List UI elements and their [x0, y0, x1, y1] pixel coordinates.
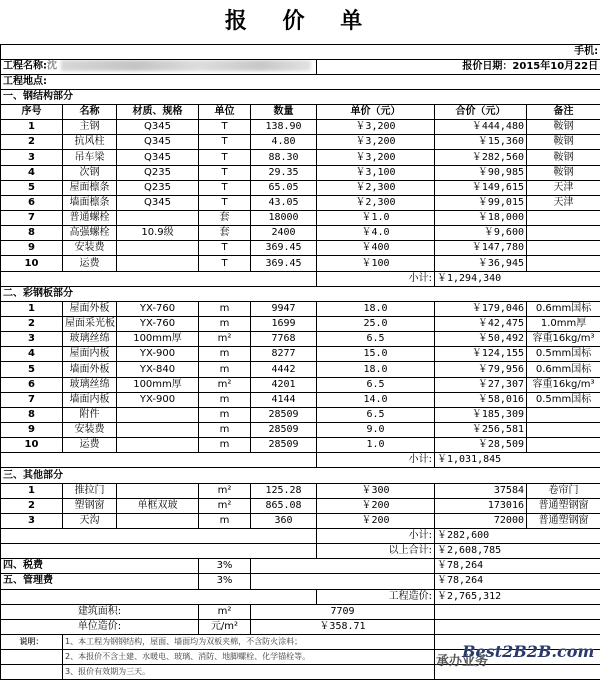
- table-cell: ￥42,475: [435, 317, 527, 332]
- table-cell: 容重16kg/m³: [527, 332, 600, 347]
- table-row: [1, 377, 600, 392]
- note-line: 3、报价有效期为三天。: [63, 665, 435, 680]
- table-cell: 28509: [251, 407, 317, 422]
- table-cell: 墙面内板: [63, 392, 117, 407]
- table-cell: ￥99,015: [435, 195, 527, 210]
- table-cell: 墙面檩条: [63, 195, 117, 210]
- column-header: 单位: [199, 105, 251, 120]
- table-cell: m: [199, 392, 251, 407]
- table-cell: ￥185,309: [435, 407, 527, 422]
- table-row: [1, 120, 600, 135]
- table-cell: 3: [1, 332, 63, 347]
- project-cost-label: 工程造价:: [317, 589, 435, 604]
- table-row: [1, 180, 600, 195]
- table-cell: ￥9,600: [435, 226, 527, 241]
- table-cell: ￥100: [317, 256, 435, 271]
- table-cell: 138.90: [251, 120, 317, 135]
- project-location-label: 工程地点:: [1, 74, 600, 89]
- table-cell: 天津: [527, 195, 600, 210]
- column-header: 数量: [251, 105, 317, 120]
- spacer: [1, 453, 317, 468]
- table-cell: [117, 423, 199, 438]
- table-cell: ￥4.0: [317, 226, 435, 241]
- table-cell: 173016: [435, 498, 527, 513]
- column-header: 合价（元）: [435, 105, 527, 120]
- page-title: 报 价 单: [1, 0, 600, 44]
- table-cell: [527, 256, 600, 271]
- table-cell: 屋面内板: [63, 347, 117, 362]
- spacer: [1, 589, 317, 604]
- fee-rate: 3%: [199, 559, 251, 574]
- table-cell: 7: [1, 211, 63, 226]
- table-cell: 9947: [251, 301, 317, 316]
- table-row: [1, 347, 600, 362]
- table-cell: ￥149,615: [435, 180, 527, 195]
- subtotal-label: 小计:: [317, 529, 435, 544]
- table-cell: 6: [1, 195, 63, 210]
- building-area-unit: m²: [199, 604, 251, 619]
- table-cell: 屋面檩条: [63, 180, 117, 195]
- table-cell: 1: [1, 120, 63, 135]
- section-title: 二、彩钢板部分: [1, 286, 600, 301]
- table-cell: YX-900: [117, 347, 199, 362]
- table-cell: 4201: [251, 377, 317, 392]
- note-line: 2、本报价不含土建、水暖电、玻璃、消防、地脚螺栓、化学锚栓等。: [63, 650, 435, 665]
- table-cell: 43.05: [251, 195, 317, 210]
- project-name-visible: 沈: [47, 61, 57, 72]
- table-cell: 360: [251, 513, 317, 528]
- spacer: [435, 604, 600, 619]
- subtotal-row: [1, 271, 600, 286]
- table-cell: [117, 241, 199, 256]
- table-cell: 2: [1, 498, 63, 513]
- table-cell: 鞍钢: [527, 120, 600, 135]
- spacer: [251, 559, 435, 574]
- redacted-project-name: [61, 60, 311, 71]
- project-name-label: 工程名称:: [3, 61, 47, 72]
- table-cell: 4: [1, 165, 63, 180]
- total-above-label: 以上合计:: [317, 544, 435, 559]
- subtotal-value: ￥1,031,845: [435, 453, 600, 468]
- table-cell: 卷帘门: [527, 483, 600, 498]
- note-line: 1、本工程为钢钢结构，屋面、墙面均为双板夹棉，不含防火涂料；: [63, 634, 435, 649]
- table-cell: 8: [1, 226, 63, 241]
- table-cell: T: [199, 195, 251, 210]
- table-cell: 套: [199, 226, 251, 241]
- table-cell: 4144: [251, 392, 317, 407]
- table-cell: 28509: [251, 423, 317, 438]
- table-cell: 100mm厚: [117, 377, 199, 392]
- table-row: [1, 423, 600, 438]
- table-cell: 塑钢窗: [63, 498, 117, 513]
- table-cell: Q345: [117, 135, 199, 150]
- table-cell: ￥3,200: [317, 150, 435, 165]
- table-cell: 369.45: [251, 256, 317, 271]
- color-steel-section-title-row: [1, 286, 600, 301]
- table-cell: ￥444,480: [435, 120, 527, 135]
- total-above-row: [1, 544, 600, 559]
- spacer: [435, 619, 600, 634]
- project-cost-value: ￥2,765,312: [435, 589, 600, 604]
- building-area-row: [1, 604, 600, 619]
- table-cell: 2: [1, 135, 63, 150]
- table-cell: 88.30: [251, 150, 317, 165]
- total-above-value: ￥2,608,785: [435, 544, 600, 559]
- table-cell: [527, 211, 600, 226]
- table-cell: 抗风柱: [63, 135, 117, 150]
- table-cell: 28509: [251, 438, 317, 453]
- table-cell: 10: [1, 438, 63, 453]
- table-cell: ￥256,581: [435, 423, 527, 438]
- table-cell: 9: [1, 423, 63, 438]
- table-cell: 7: [1, 392, 63, 407]
- phone-label: 手机:: [1, 44, 600, 59]
- table-cell: YX-760: [117, 301, 199, 316]
- table-cell: 容重16kg/m³: [527, 377, 600, 392]
- table-cell: 玻璃丝绵: [63, 332, 117, 347]
- table-cell: ￥2,300: [317, 195, 435, 210]
- table-cell: 鞍钢: [527, 150, 600, 165]
- subtotal-value: ￥1,294,340: [435, 271, 600, 286]
- column-header: 单价（元）: [317, 105, 435, 120]
- spacer: [251, 574, 435, 589]
- table-cell: m: [199, 407, 251, 422]
- steel-section-title-row: [1, 89, 600, 104]
- table-cell: 6: [1, 377, 63, 392]
- project-name-row: [1, 59, 600, 74]
- table-cell: [527, 407, 600, 422]
- table-cell: 65.05: [251, 180, 317, 195]
- table-cell: 1: [1, 483, 63, 498]
- table-cell: [527, 226, 600, 241]
- table-cell: 附件: [63, 407, 117, 422]
- unit-cost-row: [1, 619, 600, 634]
- table-cell: 安装费: [63, 423, 117, 438]
- fee-title: 四、税费: [1, 559, 199, 574]
- table-cell: ￥147,780: [435, 241, 527, 256]
- table-cell: 天津: [527, 180, 600, 195]
- unit-cost-value: ￥358.71: [251, 619, 435, 634]
- title-row: [1, 0, 600, 44]
- table-row: [1, 301, 600, 316]
- table-cell: 0.6mm国标: [527, 301, 600, 316]
- table-cell: T: [199, 180, 251, 195]
- table-cell: ￥50,492: [435, 332, 527, 347]
- table-cell: [117, 256, 199, 271]
- table-cell: ￥58,016: [435, 392, 527, 407]
- spacer: [1, 650, 63, 665]
- table-cell: ￥400: [317, 241, 435, 256]
- fee-amount: ￥78,264: [435, 574, 600, 589]
- table-cell: [117, 438, 199, 453]
- table-cell: ￥3,200: [317, 135, 435, 150]
- column-header: 名称: [63, 105, 117, 120]
- section-title: 三、其他部分: [1, 468, 600, 483]
- column-header: 序号: [1, 105, 63, 120]
- table-cell: ￥3,100: [317, 165, 435, 180]
- table-cell: 安装费: [63, 241, 117, 256]
- table-cell: 1.0mm厚: [527, 317, 600, 332]
- watermark-left: 承办业务: [436, 650, 488, 669]
- table-row: [1, 150, 600, 165]
- table-cell: 屋面外板: [63, 301, 117, 316]
- project-cost-row: [1, 589, 600, 604]
- table-cell: 推拉门: [63, 483, 117, 498]
- table-cell: 37584: [435, 483, 527, 498]
- table-cell: m: [199, 362, 251, 377]
- table-cell: 10.9级: [117, 226, 199, 241]
- unit-cost-label: 单位造价:: [1, 619, 199, 634]
- table-cell: 普通螺栓: [63, 211, 117, 226]
- table-cell: YX-900: [117, 392, 199, 407]
- table-cell: 10: [1, 256, 63, 271]
- table-cell: ￥28,509: [435, 438, 527, 453]
- fee-rate: 3%: [199, 574, 251, 589]
- table-cell: 6.5: [317, 332, 435, 347]
- table-cell: 单框双玻: [117, 498, 199, 513]
- table-cell: 18.0: [317, 301, 435, 316]
- table-cell: 4: [1, 347, 63, 362]
- table-cell: [527, 438, 600, 453]
- table-row: [1, 135, 600, 150]
- table-row: [1, 241, 600, 256]
- table-row: [1, 392, 600, 407]
- column-header-row: [1, 105, 600, 120]
- table-cell: 普通塑钢窗: [527, 513, 600, 528]
- table-cell: 3: [1, 150, 63, 165]
- table-cell: ￥90,985: [435, 165, 527, 180]
- table-cell: 0.6mm国标: [527, 362, 600, 377]
- quote-date: 报价日期：2015年10月22日: [317, 59, 600, 74]
- table-cell: YX-760: [117, 317, 199, 332]
- table-cell: m²: [199, 332, 251, 347]
- table-cell: 18.0: [317, 362, 435, 377]
- table-cell: ￥179,046: [435, 301, 527, 316]
- table-cell: 1699: [251, 317, 317, 332]
- table-row: [1, 483, 600, 498]
- table-cell: 鞍钢: [527, 135, 600, 150]
- table-cell: 14.0: [317, 392, 435, 407]
- table-cell: T: [199, 150, 251, 165]
- table-cell: YX-840: [117, 362, 199, 377]
- table-cell: 0.5mm国标: [527, 347, 600, 362]
- table-cell: m: [199, 423, 251, 438]
- table-cell: m: [199, 513, 251, 528]
- table-cell: 高强螺栓: [63, 226, 117, 241]
- table-cell: 18000: [251, 211, 317, 226]
- column-header: 材质、规格: [117, 105, 199, 120]
- table-cell: ￥300: [317, 483, 435, 498]
- table-cell: Q345: [117, 195, 199, 210]
- table-cell: ￥1.0: [317, 211, 435, 226]
- table-cell: Q345: [117, 120, 199, 135]
- table-cell: 1.0: [317, 438, 435, 453]
- project-location-row: [1, 74, 600, 89]
- table-cell: 8: [1, 407, 63, 422]
- management-row: [1, 574, 600, 589]
- table-cell: 100mm厚: [117, 332, 199, 347]
- table-cell: 次钢: [63, 165, 117, 180]
- table-cell: 运费: [63, 256, 117, 271]
- table-cell: 玻璃丝绵: [63, 377, 117, 392]
- table-cell: Q235: [117, 165, 199, 180]
- table-cell: 6.5: [317, 377, 435, 392]
- subtotal-value: ￥282,600: [435, 529, 600, 544]
- table-cell: 运费: [63, 438, 117, 453]
- table-cell: 0.5mm国标: [527, 392, 600, 407]
- table-cell: 普通塑钢窗: [527, 498, 600, 513]
- subtotal-label: 小计:: [317, 453, 435, 468]
- table-cell: ￥282,560: [435, 150, 527, 165]
- tax-row: [1, 559, 600, 574]
- subtotal-row: [1, 529, 600, 544]
- table-cell: [117, 483, 199, 498]
- table-cell: 套: [199, 211, 251, 226]
- table-cell: 15.0: [317, 347, 435, 362]
- table-cell: 主钢: [63, 120, 117, 135]
- spacer: [1, 271, 317, 286]
- table-cell: ￥79,956: [435, 362, 527, 377]
- table-cell: m: [199, 301, 251, 316]
- table-cell: 8277: [251, 347, 317, 362]
- building-area-value: 7709: [251, 604, 435, 619]
- table-cell: ￥3,200: [317, 120, 435, 135]
- fee-amount: ￥78,264: [435, 559, 600, 574]
- spacer: [1, 529, 317, 544]
- table-cell: 125.28: [251, 483, 317, 498]
- table-cell: 2: [1, 317, 63, 332]
- table-cell: [527, 423, 600, 438]
- table-cell: ￥200: [317, 498, 435, 513]
- table-row: [1, 332, 600, 347]
- phone-row: [1, 44, 600, 59]
- table-cell: ￥36,945: [435, 256, 527, 271]
- table-row: [1, 407, 600, 422]
- table-cell: m: [199, 438, 251, 453]
- table-cell: T: [199, 241, 251, 256]
- table-row: [1, 498, 600, 513]
- table-cell: ￥27,307: [435, 377, 527, 392]
- table-row: [1, 513, 600, 528]
- table-cell: T: [199, 120, 251, 135]
- table-cell: 7768: [251, 332, 317, 347]
- table-cell: Q345: [117, 150, 199, 165]
- table-cell: m: [199, 347, 251, 362]
- table-cell: 5: [1, 362, 63, 377]
- table-cell: 鞍钢: [527, 165, 600, 180]
- table-cell: 865.08: [251, 498, 317, 513]
- table-cell: 3: [1, 513, 63, 528]
- notes-label: 说明：: [1, 634, 63, 649]
- other-section-title-row: [1, 468, 600, 483]
- table-cell: ￥200: [317, 513, 435, 528]
- table-cell: m²: [199, 483, 251, 498]
- table-row: [1, 211, 600, 226]
- table-cell: [527, 241, 600, 256]
- table-cell: 2400: [251, 226, 317, 241]
- table-row: [1, 165, 600, 180]
- table-cell: ￥15,360: [435, 135, 527, 150]
- table-cell: 屋面采光板: [63, 317, 117, 332]
- table-row: [1, 438, 600, 453]
- fee-title: 五、管理费: [1, 574, 199, 589]
- table-cell: 5: [1, 180, 63, 195]
- column-header: 备注: [527, 105, 600, 120]
- table-cell: 29.35: [251, 165, 317, 180]
- table-cell: 4.80: [251, 135, 317, 150]
- section-title: 一、钢结构部分: [1, 89, 600, 104]
- table-row: [1, 317, 600, 332]
- watermark-logo: Best2B2B.com: [462, 642, 594, 661]
- table-cell: 1: [1, 301, 63, 316]
- table-cell: T: [199, 135, 251, 150]
- table-cell: 6.5: [317, 407, 435, 422]
- table-cell: ￥124,155: [435, 347, 527, 362]
- table-cell: m²: [199, 498, 251, 513]
- unit-cost-unit: 元/m²: [199, 619, 251, 634]
- table-cell: 4442: [251, 362, 317, 377]
- subtotal-row: [1, 453, 600, 468]
- table-cell: 墙面外板: [63, 362, 117, 377]
- building-area-label: 建筑面积:: [1, 604, 199, 619]
- table-cell: 9.0: [317, 423, 435, 438]
- table-cell: T: [199, 165, 251, 180]
- subtotal-label: 小计:: [317, 271, 435, 286]
- table-cell: ￥2,300: [317, 180, 435, 195]
- table-cell: 369.45: [251, 241, 317, 256]
- table-cell: 72000: [435, 513, 527, 528]
- table-cell: Q235: [117, 180, 199, 195]
- table-row: [1, 226, 600, 241]
- table-cell: 25.0: [317, 317, 435, 332]
- project-name: [1, 59, 317, 74]
- table-row: [1, 256, 600, 271]
- table-cell: 吊车梁: [63, 150, 117, 165]
- table-cell: T: [199, 256, 251, 271]
- table-cell: 9: [1, 241, 63, 256]
- table-cell: [117, 407, 199, 422]
- table-row: [1, 362, 600, 377]
- table-cell: ￥18,000: [435, 211, 527, 226]
- table-row: [1, 195, 600, 210]
- table-cell: m²: [199, 377, 251, 392]
- table-cell: [117, 211, 199, 226]
- spacer: [1, 544, 317, 559]
- table-cell: 天沟: [63, 513, 117, 528]
- table-cell: m: [199, 317, 251, 332]
- table-cell: [117, 513, 199, 528]
